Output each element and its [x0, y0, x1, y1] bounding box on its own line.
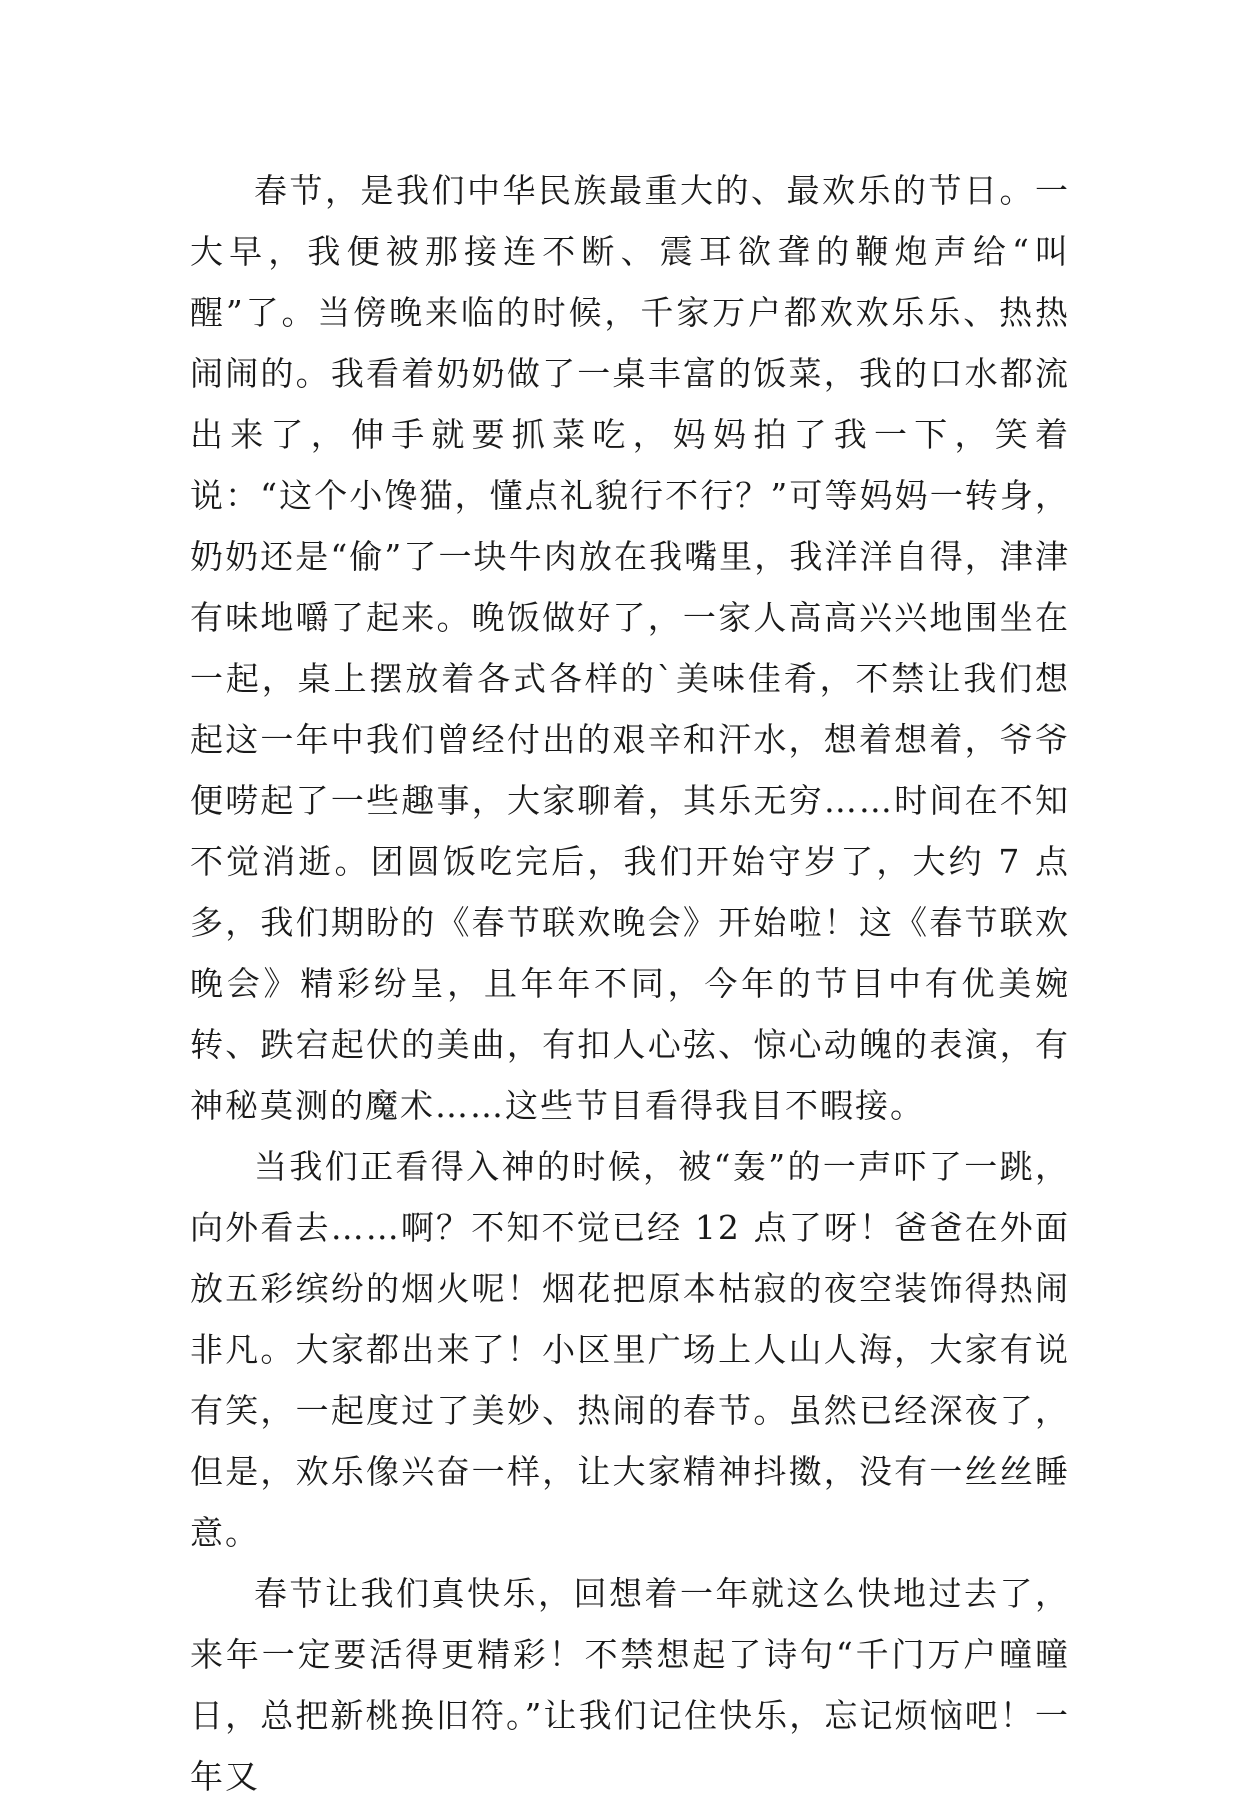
paragraph-3: 春节让我们真快乐，回想着一年就这么快地过去了，来年一定要活得更精彩！不禁想起了诗句“千门万户曈曈日，总把新桃换旧符。”让我们记住快乐，忘记烦恼吧！一年又 — [190, 1574, 1070, 1796]
essay-body — [190, 160, 1070, 1807]
paragraph-1: 春节，是我们中华民族最重大的、最欢乐的节日。一大早，我便被那接连不断、震耳欲聋的鞭炮声给“叫醒”了。当傍晚来临的时候，千家万户都欢欢乐乐、热热闹闹的。我看着奶奶做了一桌丰富的饭菜，我的口水都流出来了，伸手就要抓菜吃，妈妈拍了我一下，笑着说：“这个小馋猫，懂点礼貌行不行？”可等妈妈一转身，奶奶还是“偷”了一块牛肉放在我嘴里，我洋洋自得，津津有味地嚼了起来。晚饭做好了，一家人高高兴兴地围坐在一起，桌上摆放着各式各样的`美味佳肴，不禁让我们想起这一年中我们曾经付出的艰辛和汗水，想着想着，爷爷便唠起了一些趣事，大家聊着，其乐无穷……时间在不知不觉消逝。团圆饭吃完后，我们开始守岁了，大约 7 点多，我们期盼的《春节联欢晚会》开始啦！这《春节联欢晚会》精彩纷呈，且年年不同，今年的节目中有优美婉转、跌宕起伏的美曲，有扣人心弦、惊心动魄的表演，有神秘莫测的魔术……这些节目看得我目不暇接。 — [190, 171, 1070, 1125]
paragraph-2: 当我们正看得入神的时候，被“轰”的一声吓了一跳，向外看去……啊？不知不觉已经 12 点了呀！爸爸在外面放五彩缤纷的烟火呢！烟花把原本枯寂的夜空装饰得热闹非凡。大家都出来了！小区里广场上人山人海，大家有说有笑，一起度过了美妙、热闹的春节。虽然已经深夜了，但是，欢乐像兴奋一样，让大家精神抖擞，没有一丝丝睡意。 — [190, 1147, 1070, 1552]
